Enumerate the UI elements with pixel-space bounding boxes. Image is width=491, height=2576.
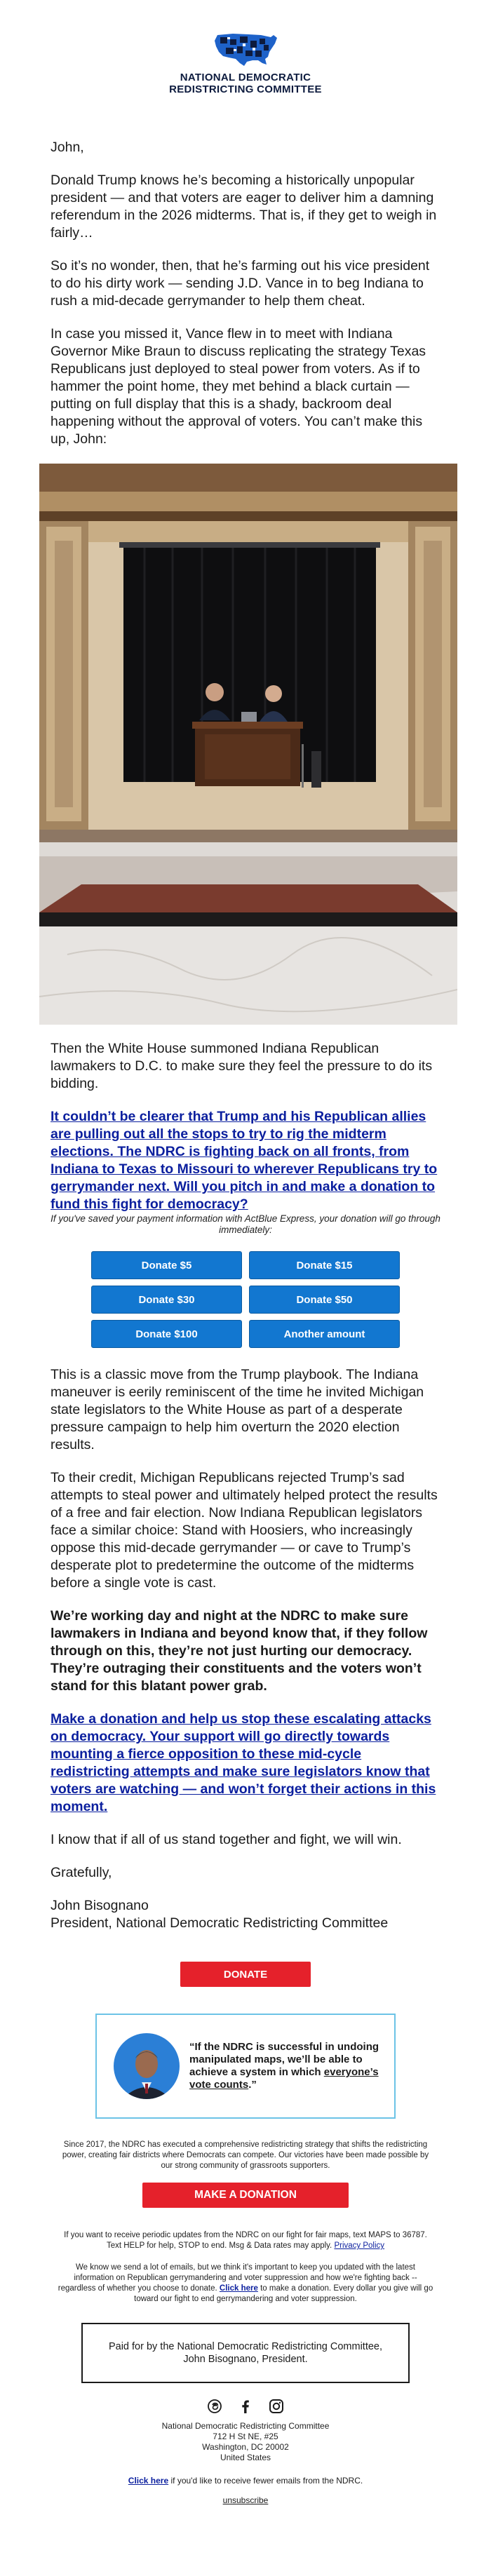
- privacy-policy-link[interactable]: Privacy Policy: [334, 2241, 385, 2250]
- click-here-donate-link[interactable]: Click here: [219, 2284, 258, 2293]
- org-name-line2: REDISTRICTING COMMITTEE: [169, 83, 322, 95]
- greeting: John,: [51, 140, 84, 155]
- donate-15-button[interactable]: Donate $15: [249, 1251, 400, 1279]
- footer-small-text: [0, 2140, 491, 2171]
- sms-notice-text: If you want to receive periodic updates from the NDRC on our fight for fair maps, text MAPS to 36787. Text HELP for help, STOP to end. Msg & Data rates may apply.: [64, 2231, 427, 2250]
- quote-avatar: [114, 2033, 180, 2099]
- donate-button-grid: [51, 1251, 440, 1348]
- quote-main-text: If the NDRC is successful in undoing manipulated maps, we’ll be able to achieve a system in which: [189, 2041, 379, 2078]
- mailing-address: [0, 2421, 491, 2463]
- instagram-icon[interactable]: [269, 2399, 284, 2414]
- donate-cta-link-1[interactable]: It couldn’t be clearer that Trump and his Republican allies are pulling out all the stops to try to rig the midterm elections. The NDRC is fighting back on all fronts, from Indiana to Texas to Missouri to wherever Republicans try to gerrymander next. Will you pitch in and make a donation to fund this fight for democracy?: [51, 1109, 438, 1212]
- donate-100-button[interactable]: Donate $100: [91, 1320, 242, 1348]
- address-name: National Democratic Redistricting Committee: [161, 2421, 330, 2431]
- unsubscribe-line: [0, 2495, 491, 2533]
- email-notice-text: We know we send a lot of emails, but we think it's important to keep you updated with the latest information on Republican gerrymandering and voter suppression and how we're fighting back -- regardless of whether you choose to donate.: [58, 2263, 417, 2293]
- fewer-emails-line: [0, 2476, 491, 2486]
- quote-open-mark: “: [189, 2041, 195, 2053]
- signoff: [51, 1864, 440, 1932]
- paragraph-2: So it’s no wonder, then, that he’s farming out his vice president to do his dirty work — sending J.D. Vance in to beg Indiana to rush a mid-decade gerrymander to help them cheat.: [51, 258, 430, 309]
- header: [0, 0, 491, 95]
- footer-notices: [0, 2230, 491, 2305]
- unsubscribe-link[interactable]: unsubscribe: [222, 2495, 269, 2505]
- paragraph-5: This is a classic move from the Trump playbook. The Indiana maneuver is eerily reminiscent of the time he invited Michigan state legislators to the White House as part of a desperate pressure campaign to help him overturn the 2020 election results.: [51, 1367, 424, 1452]
- email-body: [0, 139, 491, 1932]
- paragraph-3: In case you missed it, Vance flew in to meet with Indiana Governor Mike Braun to discuss replicating the strategy Texas Republicans just deployed to steal power from voters. As if to hammer the point home, they met behind a black curtain — putting on full display that this is a shady, backroom deal happening without the approval of voters. You can’t make this up, John:: [51, 326, 426, 447]
- email-notice-text-after: to make a donation. Every dollar you give will go toward our fight to end gerrymandering and voter suppression.: [134, 2284, 433, 2303]
- fewer-emails-link[interactable]: Click here: [128, 2476, 169, 2486]
- donate-main-button[interactable]: DONATE: [180, 1962, 311, 1987]
- address-country: United States: [220, 2453, 271, 2462]
- paragraph-6: To their credit, Michigan Republicans rejected Trump’s sad attempts to steal power and ultimately helped protect the results of a free and fair election. Now Indiana Republican legislators face a similar choice: Stand with Hoosiers, who increasingly oppose this mid-decade gerrymander — or cave to Trump’s desperate plot to predetermine the outcome of the midterms before a single vote is cast.: [51, 1470, 438, 1591]
- quote-close-mark: .”: [248, 2079, 257, 2091]
- donate-5-button[interactable]: Donate $5: [91, 1251, 242, 1279]
- donate-30-button[interactable]: Donate $30: [91, 1286, 242, 1314]
- org-name: [0, 72, 491, 95]
- about-ndrc: Since 2017, the NDRC has executed a comprehensive redistricting strategy that shifts the redistricting power, creating fair districts where Democrats can compete. Our victories have been made possible by our strong community of grassroots supporters.: [62, 2140, 429, 2170]
- paragraph-4: Then the White House summoned Indiana Republican lawmakers to D.C. to make sure they feel the pressure to do its bidding.: [51, 1041, 433, 1091]
- donate-cta-link-2[interactable]: Make a donation and help us stop these escalating attacks on democracy. Your support will go directly towards mounting a fierce opposition to these mid-cycle redistricting attempts and make sure legislators know that voters are watching — and won’t forget their actions in this moment.: [51, 1711, 436, 1814]
- signature-title: President, National Democratic Redistricting Committee: [51, 1915, 389, 1931]
- make-donation-button[interactable]: MAKE A DONATION: [142, 2183, 349, 2208]
- closing: Gratefully,: [51, 1865, 112, 1880]
- address-city: Washington, DC 20002: [202, 2442, 289, 2452]
- signature-name: John Bisognano: [51, 1898, 149, 1913]
- quote-underlined-text: everyone’s vote counts: [189, 2066, 379, 2091]
- paid-for-box: Paid for by the National Democratic Redistricting Committee, John Bisognano, President.: [81, 2323, 410, 2383]
- cta-link-paragraph-2: [51, 1711, 440, 1816]
- actblue-express-note: If you've saved your payment information with ActBlue Express, your donation will go through immediately:: [51, 1213, 440, 1235]
- us-map-logo: [212, 31, 279, 67]
- facebook-icon[interactable]: [238, 2399, 253, 2414]
- cta-link-paragraph-1: [51, 1108, 440, 1213]
- address-street: 712 H St NE, #25: [213, 2432, 278, 2441]
- paragraph-1: Donald Trump knows he’s becoming a historically unpopular president — and that voters are eager to deliver him a damning referendum in the 2026 midterms. That is, if they get to weigh in fairly…: [51, 173, 437, 241]
- quote-box: [95, 2014, 396, 2119]
- threads-icon[interactable]: [207, 2399, 222, 2414]
- quote-text: [189, 2041, 382, 2091]
- social-links: [0, 2399, 491, 2414]
- org-name-line1: NATIONAL DEMOCRATIC: [180, 72, 311, 83]
- sms-notice: [56, 2230, 435, 2251]
- email-notice: [56, 2263, 435, 2305]
- vance-braun-meeting-photo[interactable]: [39, 464, 457, 1025]
- donate-50-button[interactable]: Donate $50: [249, 1286, 400, 1314]
- paragraph-7-bold: We’re working day and night at the NDRC to make sure lawmakers in Indiana and beyond know that, if they follow through on this, they’re not just hurting our democracy. They’re outraging their constituents and the voters won’t stand for this blatant power grab.: [51, 1608, 428, 1694]
- donate-other-amount-button[interactable]: Another amount: [249, 1320, 400, 1348]
- fewer-emails-text: if you'd like to receive fewer emails from the NDRC.: [170, 2476, 363, 2486]
- paragraph-8: I know that if all of us stand together and fight, we will win.: [51, 1832, 402, 1847]
